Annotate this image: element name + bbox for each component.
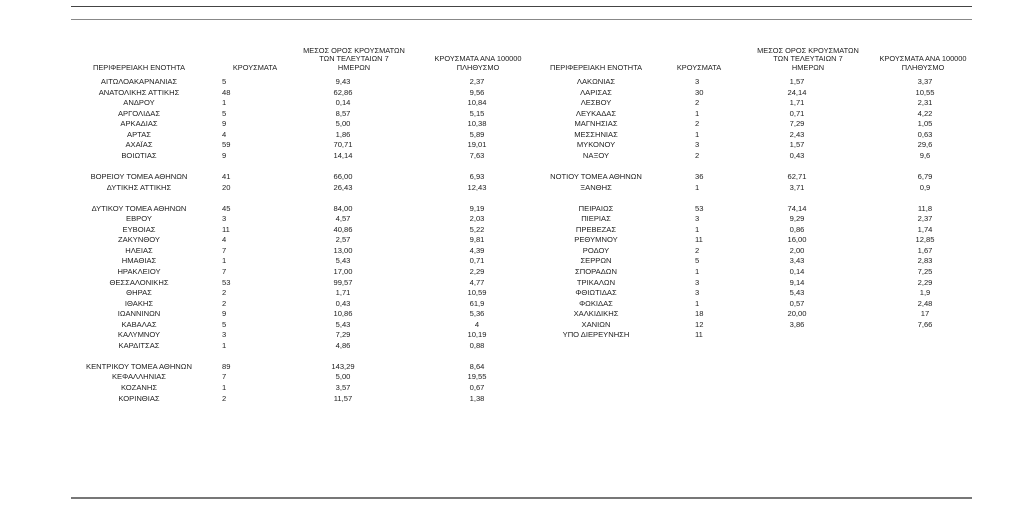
table-row bbox=[0, 299, 1024, 309]
cell-avg7: 1,86 bbox=[335, 129, 351, 139]
cell-region: ΒΟΙΩΤΙΑΣ bbox=[121, 150, 157, 160]
cell-cases: 1 bbox=[695, 224, 700, 234]
cell-region: ΑΝΑΤΟΛΙΚΗΣ ΑΤΤΙΚΗΣ bbox=[98, 87, 180, 97]
cell-region: ΜΕΣΣΗΝΙΑΣ bbox=[574, 129, 618, 139]
cell-avg7: 9,29 bbox=[789, 214, 805, 224]
cell-per100k: 9,56 bbox=[469, 87, 485, 97]
cell-avg7: 17,00 bbox=[333, 266, 353, 276]
header-avg7-line1: ΜΕΣΟΣ ΟΡΟΣ ΚΡΟΥΣΜΑΤΩΝ bbox=[303, 45, 405, 55]
header-avg7-line1: ΜΕΣΟΣ ΟΡΟΣ ΚΡΟΥΣΜΑΤΩΝ bbox=[757, 45, 859, 55]
cell-region: ΚΑΛΥΜΝΟΥ bbox=[117, 330, 161, 340]
cell-per100k: 12,85 bbox=[915, 235, 935, 245]
cell-cases: 3 bbox=[222, 330, 227, 340]
cell-per100k: 2,48 bbox=[917, 298, 933, 308]
cell-per100k: 1,67 bbox=[917, 245, 933, 255]
header-cases-left bbox=[226, 40, 284, 72]
cell-cases: 36 bbox=[695, 171, 704, 181]
cell-avg7: 13,00 bbox=[333, 245, 353, 255]
table-row bbox=[0, 119, 1024, 129]
cell-region: ΦΩΚΙΔΑΣ bbox=[579, 298, 613, 308]
cell-region: ΣΕΡΡΩΝ bbox=[580, 256, 612, 266]
cell-per100k: 2,83 bbox=[917, 256, 933, 266]
cell-region: ΑΡΤΑΣ bbox=[127, 129, 151, 139]
table-row bbox=[0, 204, 1024, 214]
cell-region: ΡΟΔΟΥ bbox=[582, 245, 610, 255]
cell-per100k: 12,43 bbox=[467, 182, 487, 192]
cell-avg7: 99,57 bbox=[333, 277, 353, 287]
cell-region: ΚΕΝΤΡΙΚΟΥ ΤΟΜΕΑ ΑΘΗΝΩΝ bbox=[86, 361, 192, 371]
cell-avg7: 0,43 bbox=[335, 298, 351, 308]
cell-region: ΗΛΕΙΑΣ bbox=[125, 245, 153, 255]
cell-region: ΖΑΚΥΝΘΟΥ bbox=[118, 235, 160, 245]
cell-cases: 1 bbox=[222, 256, 227, 266]
table-row bbox=[0, 130, 1024, 140]
cell-cases: 4 bbox=[222, 129, 227, 139]
cell-per100k: 4,39 bbox=[469, 245, 485, 255]
cell-per100k: 6,93 bbox=[469, 171, 485, 181]
cell-avg7: 40,86 bbox=[333, 224, 353, 234]
cell-avg7: 143,29 bbox=[331, 361, 355, 371]
cell-avg7: 5,00 bbox=[335, 372, 351, 382]
cell-cases: 5 bbox=[695, 256, 700, 266]
cell-per100k: 10,38 bbox=[467, 119, 487, 129]
cell-avg7: 0,43 bbox=[789, 150, 805, 160]
cell-cases: 1 bbox=[695, 182, 700, 192]
cell-region: ΠΡΕΒΕΖΑΣ bbox=[575, 224, 617, 234]
cell-per100k: 61,9 bbox=[469, 298, 485, 308]
cell-per100k: 0,88 bbox=[469, 340, 485, 350]
cell-region: ΑΝΔΡΟΥ bbox=[123, 98, 155, 108]
table-row bbox=[0, 362, 1024, 372]
top-rule bbox=[71, 6, 972, 7]
cell-avg7: 0,14 bbox=[335, 98, 351, 108]
cell-avg7: 7,29 bbox=[335, 330, 351, 340]
cell-cases: 2 bbox=[695, 245, 700, 255]
cell-avg7: 20,00 bbox=[787, 309, 807, 319]
cell-avg7: 1,57 bbox=[789, 140, 805, 150]
cell-cases: 7 bbox=[222, 266, 227, 276]
cell-cases: 1 bbox=[222, 383, 227, 392]
cell-per100k: 1,74 bbox=[917, 224, 933, 234]
cell-cases: 9 bbox=[222, 150, 227, 160]
cell-per100k: 7,66 bbox=[917, 319, 933, 329]
header-avg7-line3: ΗΜΕΡΩΝ bbox=[791, 62, 825, 72]
table-row bbox=[0, 341, 1024, 351]
cell-per100k: 2,03 bbox=[469, 214, 485, 224]
header-per100k-line1: ΚΡΟΥΣΜΑΤΑ ΑΝΑ 100000 bbox=[879, 54, 967, 64]
cell-per100k: 5,89 bbox=[469, 129, 485, 139]
cell-region: ΑΡΚΑΔΙΑΣ bbox=[120, 119, 158, 129]
cell-avg7: 3,43 bbox=[789, 256, 805, 266]
cell-cases: 7 bbox=[222, 372, 227, 382]
table-row bbox=[0, 214, 1024, 224]
table-row bbox=[0, 151, 1024, 161]
cell-avg7: 3,57 bbox=[335, 383, 351, 392]
cell-region: ΜΑΓΝΗΣΙΑΣ bbox=[574, 119, 618, 129]
cell-avg7: 0,57 bbox=[789, 298, 805, 308]
cell-region: ΞΑΝΘΗΣ bbox=[580, 182, 612, 192]
cell-per100k: 8,64 bbox=[469, 361, 485, 371]
cell-region: ΑΙΤΩΛΟΑΚΑΡΝΑΝΙΑΣ bbox=[100, 77, 178, 86]
cell-avg7: 84,00 bbox=[333, 203, 353, 213]
cell-avg7: 4,57 bbox=[335, 214, 351, 224]
cell-cases: 4 bbox=[222, 235, 227, 245]
cell-region: ΡΕΘΥΜΝΟΥ bbox=[574, 235, 618, 245]
cell-region: ΗΜΑΘΙΑΣ bbox=[121, 256, 157, 266]
cell-cases: 11 bbox=[222, 224, 230, 234]
cell-region: ΜΥΚΟΝΟΥ bbox=[576, 140, 616, 150]
cell-per100k: 5,36 bbox=[469, 309, 485, 319]
cell-avg7: 3,71 bbox=[789, 182, 805, 192]
header-cases-text: ΚΡΟΥΣΜΑΤΑ bbox=[232, 62, 278, 72]
cell-cases: 5 bbox=[222, 319, 227, 329]
cell-avg7: 5,43 bbox=[335, 319, 351, 329]
cell-region: ΚΑΡΔΙΤΣΑΣ bbox=[118, 340, 160, 350]
header-per100k-line2: ΠΛΗΘΥΣΜΟ bbox=[456, 62, 500, 72]
cell-per100k: 1,05 bbox=[917, 119, 933, 129]
cell-cases: 5 bbox=[222, 77, 227, 86]
cell-cases: 1 bbox=[695, 129, 700, 139]
cell-region: ΒΟΡΕΙΟΥ ΤΟΜΕΑ ΑΘΗΝΩΝ bbox=[90, 171, 188, 181]
cell-avg7: 11,57 bbox=[333, 393, 353, 403]
cell-region: ΘΕΣΣΑΛΟΝΙΚΗΣ bbox=[109, 277, 169, 287]
cell-per100k: 7,63 bbox=[469, 150, 485, 160]
cell-avg7: 4,86 bbox=[335, 340, 351, 350]
cell-cases: 9 bbox=[222, 309, 227, 319]
cell-per100k: 4,77 bbox=[469, 277, 485, 287]
table-row bbox=[0, 394, 1024, 404]
table-row bbox=[0, 256, 1024, 266]
cell-per100k: 2,29 bbox=[917, 277, 933, 287]
cell-cases: 2 bbox=[222, 288, 227, 297]
header-top-rule bbox=[71, 19, 972, 20]
cell-avg7: 9,43 bbox=[335, 77, 351, 86]
cell-cases: 20 bbox=[222, 182, 231, 192]
table-row bbox=[0, 77, 1024, 87]
cell-cases: 12 bbox=[695, 319, 704, 329]
cell-per100k: 17 bbox=[920, 309, 930, 319]
cell-avg7: 0,14 bbox=[789, 266, 805, 276]
cell-per100k: 4,22 bbox=[917, 108, 933, 118]
header-region-right bbox=[528, 40, 664, 72]
cell-region: ΛΑΚΩΝΙΑΣ bbox=[576, 77, 616, 86]
cell-region: ΛΕΣΒΟΥ bbox=[580, 98, 612, 108]
cell-cases: 2 bbox=[695, 119, 700, 129]
header-cases-text: ΚΡΟΥΣΜΑΤΑ bbox=[676, 62, 722, 72]
cell-per100k: 7,25 bbox=[917, 266, 933, 276]
table-row bbox=[0, 383, 1024, 393]
cell-cases: 9 bbox=[222, 119, 227, 129]
cell-avg7: 24,14 bbox=[787, 87, 807, 97]
cell-cases: 1 bbox=[222, 340, 227, 350]
header-avg7-left bbox=[296, 40, 412, 72]
cell-per100k: 1,38 bbox=[469, 393, 485, 403]
cell-per100k: 10,55 bbox=[915, 87, 935, 97]
cell-avg7: 5,43 bbox=[789, 288, 805, 297]
table-row bbox=[0, 320, 1024, 330]
cell-cases: 18 bbox=[695, 309, 704, 319]
cell-region: ΥΠΟ ΔΙΕΡΕΥΝΗΣΗ bbox=[562, 330, 630, 340]
cell-cases: 7 bbox=[222, 245, 227, 255]
cell-cases: 30 bbox=[695, 87, 704, 97]
cell-region: ΚΑΒΑΛΑΣ bbox=[121, 319, 157, 329]
cell-region: ΧΑΝΙΩΝ bbox=[581, 319, 611, 329]
cell-per100k: 9,19 bbox=[469, 203, 485, 213]
cell-region: ΠΙΕΡΙΑΣ bbox=[581, 214, 611, 224]
cell-cases: 11 bbox=[695, 235, 703, 245]
cell-per100k: 3,37 bbox=[917, 77, 933, 86]
cell-region: ΕΒΡΟΥ bbox=[126, 214, 152, 224]
cell-per100k: 2,31 bbox=[917, 98, 933, 108]
cell-cases: 5 bbox=[222, 108, 227, 118]
table-row bbox=[0, 225, 1024, 235]
table-row bbox=[0, 98, 1024, 108]
header-region-text: ΠΕΡΙΦΕΡΕΙΑΚΗ ΕΝΟΤΗΤΑ bbox=[550, 62, 642, 72]
header-per100k-line2: ΠΛΗΘΥΣΜΟ bbox=[901, 62, 945, 72]
header-avg7-line3: ΗΜΕΡΩΝ bbox=[337, 62, 371, 72]
cell-avg7: 66,00 bbox=[333, 171, 353, 181]
table-row bbox=[0, 140, 1024, 150]
cell-avg7: 14,14 bbox=[333, 150, 353, 160]
table-row bbox=[0, 330, 1024, 340]
cell-region: ΑΧΑΪΑΣ bbox=[125, 140, 153, 150]
cell-avg7: 5,00 bbox=[335, 119, 351, 129]
cell-cases: 3 bbox=[222, 214, 227, 224]
cell-region: ΠΕΙΡΑΙΩΣ bbox=[578, 203, 614, 213]
cell-cases: 1 bbox=[222, 98, 227, 108]
cell-region: ΧΑΛΚΙΔΙΚΗΣ bbox=[573, 309, 619, 319]
header-per100k-line1: ΚΡΟΥΣΜΑΤΑ ΑΝΑ 100000 bbox=[434, 54, 522, 64]
cell-region: ΔΥΤΙΚΟΥ ΤΟΜΕΑ ΑΘΗΝΩΝ bbox=[91, 203, 187, 213]
cell-region: ΣΠΟΡΑΔΩΝ bbox=[575, 266, 617, 276]
cell-cases: 2 bbox=[695, 98, 700, 108]
cell-avg7: 70,71 bbox=[333, 140, 353, 150]
table-row bbox=[0, 183, 1024, 193]
table-row bbox=[0, 109, 1024, 119]
cell-avg7: 8,57 bbox=[335, 108, 351, 118]
cell-per100k: 1,9 bbox=[919, 288, 931, 297]
header-region-text: ΠΕΡΙΦΕΡΕΙΑΚΗ ΕΝΟΤΗΤΑ bbox=[93, 62, 185, 72]
cell-region: ΝΟΤΙΟΥ ΤΟΜΕΑ ΑΘΗΝΩΝ bbox=[550, 171, 642, 181]
cell-cases: 59 bbox=[222, 140, 231, 150]
header-avg7-line2: ΤΩΝ ΤΕΛΕΥΤΑΙΩΝ 7 bbox=[773, 54, 843, 64]
header-cases-right bbox=[670, 40, 728, 72]
cell-region: ΙΘΑΚΗΣ bbox=[124, 298, 154, 308]
cell-avg7: 5,43 bbox=[335, 256, 351, 266]
table-row bbox=[0, 246, 1024, 256]
cell-cases: 1 bbox=[695, 108, 700, 118]
cell-avg7: 16,00 bbox=[787, 235, 807, 245]
cell-per100k: 6,79 bbox=[917, 171, 933, 181]
cell-per100k: 11,8 bbox=[917, 203, 933, 213]
cell-region: ΗΡΑΚΛΕΙΟΥ bbox=[117, 266, 161, 276]
cell-cases: 48 bbox=[222, 87, 231, 97]
cell-avg7: 2,43 bbox=[789, 129, 805, 139]
cell-cases: 3 bbox=[695, 277, 700, 287]
cell-per100k: 2,37 bbox=[469, 77, 485, 86]
cell-avg7: 0,86 bbox=[789, 224, 805, 234]
bottom-rule bbox=[71, 497, 972, 499]
header-per100k-right bbox=[862, 40, 984, 72]
header-avg7-line2: ΤΩΝ ΤΕΛΕΥΤΑΙΩΝ 7 bbox=[319, 54, 389, 64]
cell-cases: 3 bbox=[695, 288, 700, 297]
cell-per100k: 5,15 bbox=[469, 108, 485, 118]
cell-region: ΑΡΓΟΛΙΔΑΣ bbox=[117, 108, 161, 118]
cell-per100k: 0,9 bbox=[919, 182, 931, 192]
table-row bbox=[0, 278, 1024, 288]
cell-per100k: 9,6 bbox=[919, 150, 931, 160]
cell-avg7: 10,86 bbox=[333, 309, 353, 319]
cell-per100k: 10,19 bbox=[467, 330, 487, 340]
cell-cases: 53 bbox=[695, 203, 704, 213]
cell-per100k: 2,29 bbox=[469, 266, 485, 276]
cell-avg7: 2,57 bbox=[335, 235, 351, 245]
cell-region: ΚΟΖΑΝΗΣ bbox=[120, 383, 158, 392]
cell-per100k: 10,84 bbox=[467, 98, 487, 108]
cell-avg7: 74,14 bbox=[787, 203, 807, 213]
cell-region: ΘΗΡΑΣ bbox=[126, 288, 152, 297]
cell-region: ΚΕΦΑΛΛΗΝΙΑΣ bbox=[111, 372, 167, 382]
table-row bbox=[0, 88, 1024, 98]
cell-region: ΔΥΤΙΚΗΣ ΑΤΤΙΚΗΣ bbox=[106, 182, 172, 192]
cell-per100k: 5,22 bbox=[469, 224, 485, 234]
cell-avg7: 7,29 bbox=[789, 119, 805, 129]
cell-per100k: 0,63 bbox=[917, 129, 933, 139]
cell-per100k: 4 bbox=[474, 319, 480, 329]
cell-avg7: 1,57 bbox=[789, 77, 805, 86]
cell-cases: 2 bbox=[695, 150, 700, 160]
cell-cases: 1 bbox=[695, 298, 700, 308]
cell-cases: 2 bbox=[222, 393, 227, 403]
cell-cases: 89 bbox=[222, 361, 231, 371]
cell-region: ΙΩΑΝΝΙΝΩΝ bbox=[117, 309, 161, 319]
cell-region: ΝΑΞΟΥ bbox=[582, 150, 610, 160]
table-row bbox=[0, 309, 1024, 319]
cell-per100k: 2,37 bbox=[917, 214, 933, 224]
cell-region: ΤΡΙΚΑΛΩΝ bbox=[576, 277, 616, 287]
cell-cases: 2 bbox=[222, 298, 227, 308]
cell-per100k: 0,67 bbox=[469, 383, 485, 392]
cell-per100k: 0,71 bbox=[469, 256, 485, 266]
cell-cases: 3 bbox=[695, 140, 700, 150]
cell-avg7: 9,14 bbox=[789, 277, 805, 287]
cell-avg7: 0,71 bbox=[789, 108, 805, 118]
cell-per100k: 10,59 bbox=[467, 288, 487, 297]
cell-avg7: 1,71 bbox=[789, 98, 805, 108]
cell-region: ΦΘΙΩΤΙΔΑΣ bbox=[575, 288, 617, 297]
table-row bbox=[0, 172, 1024, 182]
cell-avg7: 62,86 bbox=[333, 87, 353, 97]
header-avg7-right bbox=[750, 40, 866, 72]
table-row bbox=[0, 288, 1024, 298]
header-per100k-left bbox=[418, 40, 538, 72]
table-row bbox=[0, 372, 1024, 382]
cell-avg7: 2,00 bbox=[789, 245, 805, 255]
header-region-left bbox=[71, 40, 207, 72]
cell-region: ΛΕΥΚΑΔΑΣ bbox=[575, 108, 617, 118]
table-row bbox=[0, 267, 1024, 277]
cell-cases: 53 bbox=[222, 277, 231, 287]
cell-cases: 11 bbox=[695, 330, 703, 340]
cell-per100k: 9,81 bbox=[469, 235, 485, 245]
cell-cases: 1 bbox=[695, 266, 700, 276]
cell-per100k: 29,6 bbox=[917, 140, 933, 150]
cell-cases: 45 bbox=[222, 203, 231, 213]
cell-per100k: 19,01 bbox=[467, 140, 487, 150]
cell-avg7: 3,86 bbox=[789, 319, 805, 329]
cell-cases: 3 bbox=[695, 214, 700, 224]
cell-avg7: 26,43 bbox=[333, 182, 353, 192]
cell-avg7: 62,71 bbox=[787, 171, 807, 181]
cell-cases: 41 bbox=[222, 171, 231, 181]
cell-region: ΛΑΡΙΣΑΣ bbox=[580, 87, 612, 97]
cell-cases: 3 bbox=[695, 77, 700, 86]
cell-region: ΕΥΒΟΙΑΣ bbox=[122, 224, 156, 234]
cell-avg7: 1,71 bbox=[335, 288, 351, 297]
cell-region: ΚΟΡΙΝΘΙΑΣ bbox=[118, 393, 160, 403]
table-row bbox=[0, 235, 1024, 245]
cell-per100k: 19,55 bbox=[467, 372, 487, 382]
